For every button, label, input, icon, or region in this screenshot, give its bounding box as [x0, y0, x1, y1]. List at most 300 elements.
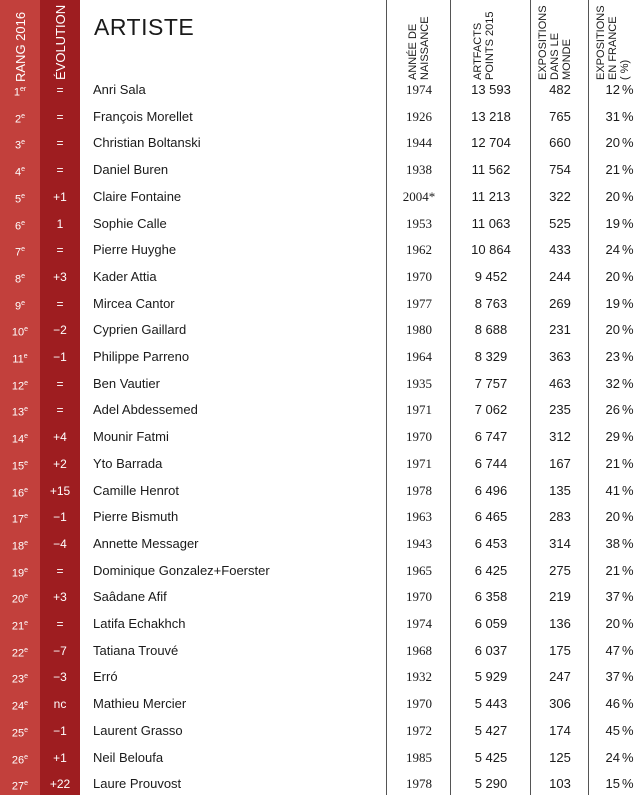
- table-row: [0, 371, 643, 398]
- birth-year-cell: 1938: [406, 162, 432, 178]
- table-row: [0, 424, 643, 451]
- percent-symbol: %: [622, 82, 634, 97]
- points-cell: 5 443: [474, 696, 508, 712]
- rank-number: 22: [11, 647, 25, 660]
- evolution-cell: =: [56, 617, 64, 631]
- points-cell: 5 290: [474, 776, 508, 792]
- expos-france-cell: 41: [605, 482, 620, 498]
- rank-cell: [0, 424, 40, 451]
- rank-cell: [0, 718, 40, 745]
- evolution-cell: =: [56, 163, 64, 178]
- expos-france-cell: 12: [605, 82, 620, 97]
- rank-suffix: e: [24, 513, 29, 521]
- table-row: [0, 184, 643, 211]
- percent-symbol: %: [622, 322, 634, 338]
- percent-symbol: %: [622, 482, 634, 498]
- percent-symbol: %: [622, 535, 634, 551]
- expos-france-cell: 21: [605, 562, 620, 578]
- evolution-cell: +22: [49, 777, 71, 792]
- rank-number: 23: [11, 674, 25, 687]
- birth-year-cell: 1980: [406, 322, 432, 338]
- points-cell: 6 358: [474, 589, 508, 605]
- header-line: MONDE: [561, 39, 573, 80]
- artist-name: Anri Sala: [93, 82, 146, 97]
- artist-name: Kader Attia: [93, 268, 157, 284]
- rank-number: 20: [11, 593, 25, 606]
- evolution-cell: −1: [53, 723, 67, 738]
- rank-number: 18: [11, 540, 25, 553]
- artist-name: Cyprien Gaillard: [93, 322, 187, 338]
- rank-number: 15: [11, 460, 25, 473]
- evolution-cell: −7: [53, 643, 67, 658]
- expos-france-cell: 46: [605, 696, 620, 712]
- rank-suffix: e: [21, 219, 26, 227]
- birth-year-cell: 1943: [406, 535, 432, 551]
- rank-cell: [0, 104, 40, 131]
- expos-france-cell: 21: [605, 455, 620, 471]
- birth-year-cell: 1926: [406, 108, 432, 124]
- table-row: [0, 451, 643, 478]
- expos-france-cell: 21: [605, 162, 620, 178]
- header-birth-year: [407, 16, 431, 80]
- rank-suffix: e: [24, 433, 29, 441]
- evolution-cell: =: [56, 403, 64, 418]
- table-row: [0, 77, 643, 104]
- artist-name: Mounir Fatmi: [93, 429, 169, 445]
- rank-number: 3: [14, 140, 22, 153]
- percent-symbol: %: [622, 669, 634, 685]
- table-row: [0, 611, 643, 638]
- evolution-cell: 1: [56, 216, 64, 231]
- evolution-cell: −3: [53, 670, 67, 685]
- percent-symbol: %: [622, 429, 634, 445]
- percent-symbol: %: [622, 375, 634, 391]
- rank-cell: [0, 130, 40, 157]
- percent-symbol: %: [622, 295, 634, 311]
- header-points: [472, 12, 496, 80]
- artist-name: Annette Messager: [93, 535, 199, 551]
- artist-name: Christian Boltanski: [93, 135, 201, 151]
- artist-name: Claire Fontaine: [93, 188, 182, 204]
- points-cell: 6 453: [474, 535, 508, 551]
- table-row: [0, 745, 643, 772]
- rank-cell: [0, 77, 40, 104]
- artist-name: Mircea Cantor: [93, 295, 175, 311]
- points-cell: 8 688: [474, 322, 508, 338]
- birth-year-cell: 1970: [406, 589, 432, 605]
- rank-number: 4: [14, 166, 22, 179]
- expos-world-cell: 482: [549, 82, 571, 97]
- birth-year-cell: 1953: [406, 215, 432, 231]
- expos-world-cell: 463: [549, 375, 571, 391]
- expos-france-cell: 24: [605, 749, 620, 765]
- percent-symbol: %: [622, 268, 634, 284]
- expos-france-cell: 20: [605, 616, 620, 631]
- rank-suffix: e: [24, 700, 29, 708]
- artist-name: Yto Barrada: [93, 455, 163, 471]
- birth-year-cell: 1963: [406, 509, 432, 525]
- expos-world-cell: 275: [549, 562, 571, 578]
- expos-france-cell: 37: [605, 589, 620, 605]
- table-row: [0, 504, 643, 531]
- percent-symbol: %: [622, 509, 634, 525]
- evolution-cell: nc: [53, 697, 67, 712]
- percent-symbol: %: [622, 616, 634, 631]
- table-row: [0, 264, 643, 291]
- header-evolution: ÉVOLUTION: [53, 4, 68, 80]
- table-row: [0, 771, 643, 798]
- artist-name: Tatiana Trouvé: [93, 642, 179, 658]
- evolution-cell: +1: [53, 189, 67, 204]
- artist-name: Adel Abdessemed: [93, 402, 198, 418]
- rank-number: 14: [11, 433, 25, 446]
- table-row: [0, 584, 643, 611]
- birth-year-cell: 1977: [406, 295, 432, 311]
- birth-year-cell: 1964: [406, 349, 432, 364]
- expos-world-cell: 660: [549, 135, 571, 151]
- expos-france-cell: 23: [605, 349, 620, 364]
- artist-name: Pierre Bismuth: [93, 509, 179, 525]
- birth-year-cell: 1970: [406, 696, 432, 712]
- expos-france-cell: 26: [605, 402, 620, 418]
- expos-world-cell: 314: [549, 535, 571, 551]
- expos-france-cell: 20: [605, 322, 620, 338]
- expos-world-cell: 175: [549, 642, 571, 658]
- expos-france-cell: 19: [605, 295, 620, 311]
- table-row: [0, 638, 643, 665]
- expos-france-cell: 32: [605, 375, 620, 391]
- expos-world-cell: 306: [549, 696, 571, 712]
- evolution-cell: +3: [53, 590, 67, 605]
- rank-number: 7: [14, 246, 22, 259]
- expos-world-cell: 322: [549, 188, 571, 204]
- rank-cell: [0, 211, 40, 238]
- artist-name: Neil Beloufa: [93, 749, 164, 765]
- evolution-cell: =: [56, 296, 64, 311]
- points-cell: 6 059: [474, 616, 508, 631]
- percent-symbol: %: [622, 402, 634, 418]
- evolution-cell: =: [56, 136, 64, 151]
- rank-cell: [0, 745, 40, 772]
- birth-year-cell: 1968: [406, 642, 432, 658]
- percent-symbol: %: [622, 215, 634, 231]
- birth-year-cell: 1970: [406, 429, 432, 445]
- table-row: [0, 344, 643, 371]
- artist-name: Laure Prouvost: [93, 776, 182, 792]
- expos-world-cell: 136: [549, 616, 571, 631]
- rank-suffix: e: [24, 646, 29, 654]
- header-line: POINTS 2015: [484, 11, 496, 80]
- table-row: [0, 664, 643, 691]
- evolution-cell: =: [56, 243, 64, 258]
- rank-suffix: e: [24, 459, 29, 467]
- header-line: DANS LE: [549, 32, 561, 80]
- rank-cell: [0, 478, 40, 505]
- table-row: [0, 397, 643, 424]
- rank-number: 10: [11, 326, 25, 339]
- header-expos-france: [595, 5, 631, 80]
- birth-year-cell: 1944: [406, 135, 432, 151]
- artist-name: Saâdane Afif: [93, 589, 167, 605]
- percent-symbol: %: [622, 749, 634, 765]
- rank-suffix: e: [24, 486, 29, 494]
- table-row: [0, 718, 643, 745]
- rank-suffix: e: [24, 780, 29, 788]
- expos-france-cell: 15: [605, 776, 620, 792]
- points-cell: 5 929: [474, 669, 508, 685]
- table-row: [0, 211, 643, 238]
- expos-france-cell: 31: [605, 108, 620, 124]
- expos-world-cell: 244: [549, 268, 571, 284]
- birth-year-cell: 1932: [406, 669, 432, 685]
- rank-number: 25: [11, 727, 25, 740]
- expos-france-cell: 20: [605, 188, 620, 204]
- expos-world-cell: 103: [549, 776, 571, 792]
- rank-number: 13: [11, 407, 25, 420]
- artist-name: Pierre Huyghe: [93, 242, 177, 258]
- birth-year-cell: 2004*: [402, 188, 436, 204]
- expos-world-cell: 525: [549, 215, 571, 231]
- percent-symbol: %: [622, 162, 634, 178]
- expos-world-cell: 283: [549, 509, 571, 525]
- evolution-cell: +1: [53, 750, 67, 765]
- rank-suffix: e: [21, 299, 26, 307]
- artist-name: Mathieu Mercier: [93, 696, 187, 712]
- points-cell: 5 425: [474, 749, 508, 765]
- rank-suffix: e: [21, 272, 26, 280]
- rank-number: 5: [14, 193, 22, 206]
- points-cell: 13 593: [471, 82, 511, 97]
- percent-symbol: %: [622, 776, 634, 792]
- artist-name: Daniel Buren: [93, 162, 169, 178]
- percent-symbol: %: [622, 108, 634, 124]
- table-row: [0, 130, 643, 157]
- expos-france-cell: 20: [605, 268, 620, 284]
- points-cell: 7 757: [474, 375, 508, 391]
- rank-suffix: e: [24, 620, 29, 627]
- table-row: [0, 237, 643, 264]
- rank-suffix: e: [21, 139, 26, 147]
- rank-suffix: e: [24, 673, 29, 681]
- artist-name: Latifa Echakhch: [93, 616, 186, 631]
- header-line: ( %): [619, 59, 631, 80]
- rank-number: 17: [11, 513, 25, 526]
- expos-world-cell: 765: [549, 108, 571, 124]
- table-row: [0, 291, 643, 318]
- table-row: [0, 478, 643, 505]
- rank-suffix: e: [24, 753, 29, 761]
- table-row: [0, 157, 643, 184]
- rank-suffix: e: [21, 246, 26, 254]
- evolution-cell: =: [56, 376, 64, 391]
- evolution-cell: +2: [53, 456, 67, 471]
- birth-year-cell: 1970: [406, 268, 432, 284]
- expos-france-cell: 45: [605, 722, 620, 738]
- rank-number: 11: [12, 353, 24, 366]
- points-cell: 6 425: [474, 562, 508, 578]
- evolution-cell: −1: [53, 350, 67, 364]
- points-cell: 6 037: [474, 642, 508, 658]
- artist-name: Philippe Parreno: [93, 349, 190, 364]
- rank-cell: [0, 264, 40, 291]
- percent-symbol: %: [622, 589, 634, 605]
- expos-france-cell: 38: [605, 535, 620, 551]
- artist-name: François Morellet: [93, 108, 193, 124]
- rank-suffix: e: [21, 166, 26, 174]
- header-line: EXPOSITIONS: [595, 5, 607, 80]
- evolution-cell: =: [56, 109, 64, 124]
- birth-year-cell: 1965: [406, 562, 432, 578]
- rank-suffix: e: [24, 566, 29, 574]
- rank-number: 8: [14, 273, 22, 286]
- header-line: ARTFACTS: [472, 22, 484, 80]
- birth-year-cell: 1971: [406, 455, 432, 471]
- artist-name: Dominique Gonzalez+Foerster: [93, 562, 270, 578]
- rank-number: 19: [11, 567, 25, 580]
- rank-suffix: e: [24, 379, 29, 387]
- expos-world-cell: 135: [549, 482, 571, 498]
- evolution-cell: +4: [53, 430, 67, 445]
- rank-cell: [0, 371, 40, 398]
- rank-cell: [0, 317, 40, 344]
- expos-world-cell: 433: [549, 242, 571, 258]
- evolution-cell: +3: [53, 269, 67, 284]
- expos-world-cell: 125: [549, 749, 571, 765]
- birth-year-cell: 1978: [406, 482, 432, 498]
- expos-world-cell: 754: [549, 162, 571, 178]
- points-cell: 9 452: [474, 268, 508, 284]
- rank-cell: [0, 558, 40, 585]
- percent-symbol: %: [622, 455, 634, 471]
- points-cell: 13 218: [471, 108, 511, 124]
- rank-suffix: e: [21, 112, 26, 120]
- rank-number: 9: [14, 300, 22, 313]
- header-rank: RANG 2016: [13, 11, 28, 82]
- percent-symbol: %: [622, 135, 634, 151]
- birth-year-cell: 1974: [406, 82, 432, 97]
- expos-france-cell: 37: [605, 669, 620, 685]
- birth-year-cell: 1974: [406, 616, 432, 631]
- rank-number: 26: [11, 754, 25, 767]
- evolution-cell: −1: [53, 510, 67, 525]
- points-cell: 6 744: [474, 455, 508, 471]
- rank-cell: [0, 638, 40, 665]
- birth-year-cell: 1962: [406, 242, 432, 258]
- birth-year-cell: 1978: [406, 776, 432, 792]
- expos-world-cell: 269: [549, 295, 571, 311]
- rank-cell: [0, 504, 40, 531]
- rank-cell: [0, 584, 40, 611]
- artist-name: Camille Henrot: [93, 482, 179, 498]
- evolution-cell: −4: [53, 536, 67, 551]
- rank-suffix: e: [21, 192, 26, 200]
- points-cell: 6 747: [474, 429, 508, 445]
- points-cell: 10 864: [471, 242, 511, 258]
- expos-world-cell: 167: [549, 455, 571, 471]
- artist-name: Erró: [93, 669, 118, 685]
- table-row: [0, 558, 643, 585]
- rank-number: 2: [14, 113, 22, 126]
- rank-suffix: e: [24, 406, 29, 414]
- rank-number: 16: [11, 487, 25, 500]
- rank-cell: [0, 611, 40, 638]
- table-row: [0, 531, 643, 558]
- expos-france-cell: 19: [605, 215, 620, 231]
- birth-year-cell: 1971: [406, 402, 432, 418]
- rank-number: 24: [11, 700, 25, 713]
- points-cell: 5 427: [474, 722, 508, 738]
- points-cell: 8 329: [474, 349, 508, 364]
- points-cell: 6 496: [474, 482, 508, 498]
- expos-france-cell: 29: [605, 429, 620, 445]
- points-cell: 6 465: [474, 509, 508, 525]
- rank-suffix: e: [24, 593, 29, 601]
- percent-symbol: %: [622, 722, 634, 738]
- rank-number: 21: [11, 620, 25, 633]
- points-cell: 8 763: [474, 295, 508, 311]
- table-row: [0, 317, 643, 344]
- rank-cell: [0, 664, 40, 691]
- evolution-cell: =: [56, 83, 64, 97]
- rank-cell: [0, 451, 40, 478]
- rank-number: 1: [13, 86, 20, 99]
- evolution-cell: −2: [53, 323, 67, 338]
- rank-suffix: e: [24, 539, 29, 547]
- percent-symbol: %: [622, 242, 634, 258]
- expos-france-cell: 47: [605, 642, 620, 658]
- rank-suffix: e: [23, 353, 28, 360]
- rank-suffix: e: [24, 326, 29, 334]
- expos-world-cell: 231: [549, 322, 571, 338]
- expos-world-cell: 312: [549, 429, 571, 445]
- expos-world-cell: 219: [549, 589, 571, 605]
- birth-year-cell: 1935: [406, 375, 432, 391]
- rank-suffix: e: [24, 726, 29, 734]
- points-cell: 11 213: [471, 188, 511, 204]
- percent-symbol: %: [622, 349, 634, 364]
- header-line: ANNÉE DE: [407, 23, 419, 80]
- points-cell: 12 704: [471, 135, 511, 151]
- rank-cell: [0, 397, 40, 424]
- table-row: [0, 691, 643, 718]
- artist-name: Ben Vautier: [93, 375, 160, 391]
- header-artist: ARTISTE: [94, 14, 195, 40]
- rank-cell: [0, 184, 40, 211]
- artist-name: Sophie Calle: [93, 215, 167, 231]
- table-row: [0, 104, 643, 131]
- expos-france-cell: 20: [605, 135, 620, 151]
- rank-cell: [0, 157, 40, 184]
- rank-cell: [0, 531, 40, 558]
- rank-cell: [0, 344, 40, 371]
- evolution-cell: +15: [49, 483, 71, 498]
- header-expos-world: [537, 5, 573, 80]
- rank-number: 6: [14, 220, 22, 233]
- rank-cell: [0, 771, 40, 798]
- expos-world-cell: 247: [549, 669, 571, 685]
- rank-cell: [0, 691, 40, 718]
- birth-year-cell: 1972: [406, 722, 432, 738]
- percent-symbol: %: [622, 562, 634, 578]
- percent-symbol: %: [622, 696, 634, 712]
- artist-name: Laurent Grasso: [93, 722, 183, 738]
- header-line: EN FRANCE: [607, 16, 619, 80]
- expos-world-cell: 363: [549, 349, 571, 364]
- header-line: NAISSANCE: [419, 16, 431, 80]
- rank-suffix: er: [19, 86, 27, 93]
- birth-year-cell: 1985: [406, 749, 432, 765]
- rank-cell: [0, 237, 40, 264]
